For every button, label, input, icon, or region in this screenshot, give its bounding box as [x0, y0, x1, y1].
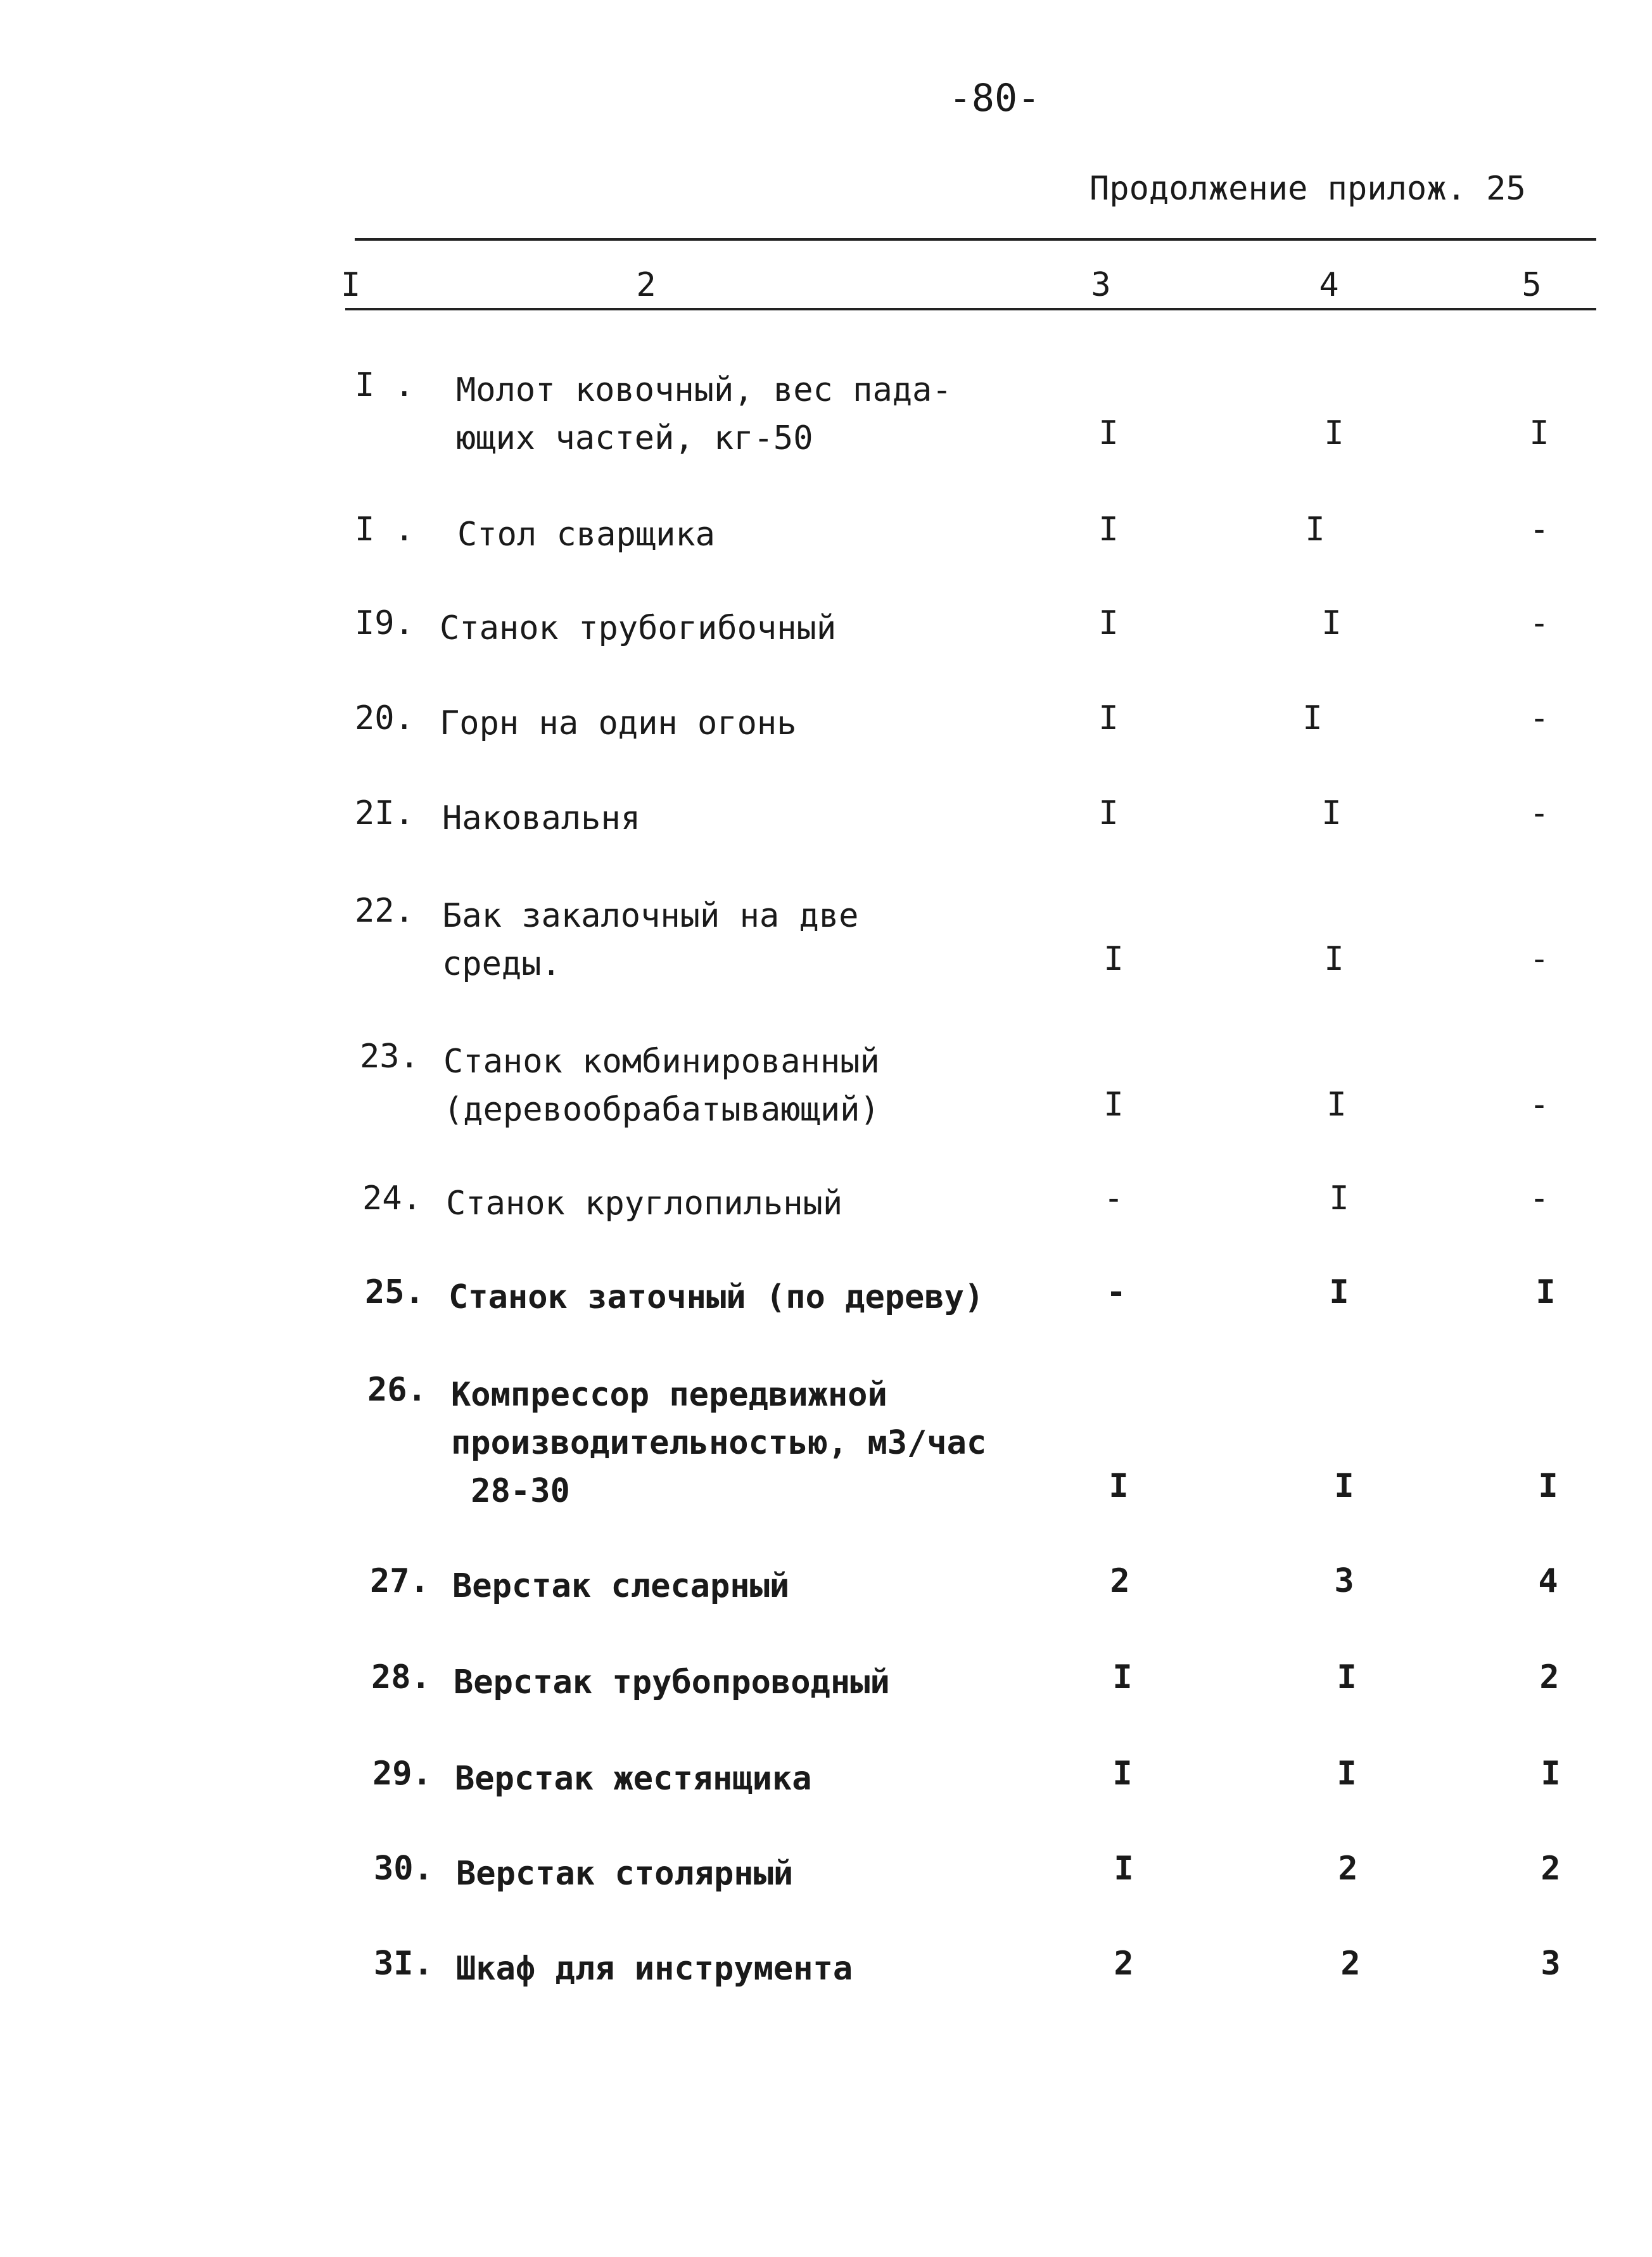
row-value-col3: I — [1098, 794, 1119, 832]
continuation-label: Продолжение прилож. 25 — [1090, 170, 1526, 208]
row-name: Горн на один огонь — [440, 704, 797, 742]
row-value-col5: 3 — [1541, 1945, 1561, 1983]
column-header-4: 4 — [1319, 266, 1339, 304]
row-value-col4: I — [1321, 794, 1342, 832]
row-value-col3: I — [1112, 1658, 1133, 1696]
row-value-col5: - — [1529, 604, 1549, 642]
row-value-col4: I — [1334, 1467, 1354, 1505]
row-value-col3: - — [1106, 1273, 1126, 1311]
row-name: Верстак слесарный — [452, 1567, 790, 1605]
row-value-col4: I — [1321, 604, 1342, 642]
row-name: Станок круглопильный — [446, 1185, 843, 1223]
row-number: 3I. — [374, 1945, 433, 1983]
row-value-col3: I — [1103, 940, 1124, 978]
row-value-col4: I — [1329, 1179, 1349, 1218]
row-name: Станок трубогибочный — [440, 609, 837, 647]
row-value-col3: I — [1114, 1850, 1134, 1888]
row-number: I9. — [355, 604, 414, 642]
row-value-col5: - — [1529, 511, 1549, 549]
row-value-col3: I — [1098, 414, 1119, 452]
row-number: 20. — [355, 699, 414, 737]
row-value-col5: I — [1541, 1755, 1561, 1793]
row-value-col5: - — [1529, 699, 1549, 737]
row-value-col5: I — [1529, 414, 1549, 452]
row-value-col4: 2 — [1338, 1850, 1358, 1888]
row-value-col3: 2 — [1114, 1945, 1134, 1983]
row-value-col4: I — [1326, 1086, 1347, 1124]
row-value-col3: I — [1109, 1467, 1129, 1505]
row-number: 2I. — [355, 794, 414, 832]
row-value-col4: I — [1302, 699, 1323, 737]
row-name: Шкаф для инструмента — [456, 1950, 853, 1988]
row-value-col4: I — [1324, 940, 1344, 978]
row-value-col3: I — [1098, 604, 1119, 642]
row-value-col3: I — [1103, 1086, 1124, 1124]
row-value-col4: 2 — [1340, 1945, 1361, 1983]
row-value-col5: - — [1529, 1086, 1549, 1124]
table-header-rule — [345, 308, 1596, 310]
row-value-col3: I — [1112, 1755, 1133, 1793]
row-value-col5: I — [1535, 1273, 1556, 1311]
row-value-col5: - — [1529, 940, 1549, 978]
row-name: Бак закалочный на две среды. — [442, 897, 859, 983]
page-number: -80- — [948, 76, 1041, 120]
row-name: Станок заточный (по дереву) — [448, 1278, 984, 1316]
row-value-col5: - — [1529, 1179, 1549, 1218]
row-name: Наковальня — [442, 799, 641, 837]
column-header-1: I — [341, 266, 361, 304]
row-value-col4: I — [1337, 1658, 1357, 1696]
row-value-col3: 2 — [1110, 1562, 1130, 1600]
row-value-col5: 2 — [1541, 1850, 1561, 1888]
row-name: Верстак трубопроводный — [454, 1663, 890, 1701]
row-number: 23. — [360, 1038, 419, 1076]
row-number: 27. — [370, 1562, 429, 1600]
row-value-col5: - — [1529, 794, 1549, 832]
row-value-col5: 4 — [1538, 1562, 1558, 1600]
row-number: I . — [355, 366, 414, 404]
row-number: 24. — [362, 1179, 422, 1218]
row-number: 22. — [355, 892, 414, 930]
row-number: 30. — [374, 1850, 433, 1888]
row-name: Станок комбинированный (деревообрабатывающий) — [443, 1043, 880, 1129]
row-value-col4: I — [1329, 1273, 1349, 1311]
row-value-col4: I — [1337, 1755, 1357, 1793]
row-number: I . — [355, 511, 414, 549]
row-value-col4: I — [1324, 414, 1344, 452]
row-number: 25. — [365, 1273, 424, 1311]
row-value-col5: I — [1538, 1467, 1558, 1505]
row-name: Стол сварщика — [457, 516, 715, 554]
row-value-col3: I — [1098, 699, 1119, 737]
row-value-col3: I — [1098, 511, 1119, 549]
row-value-col3: - — [1103, 1179, 1124, 1218]
row-name: Молот ковочный, вес пада- ющих частей, кг-50 — [456, 371, 952, 457]
row-name: Верстак столярный — [456, 1855, 794, 1893]
row-number: 26. — [367, 1371, 427, 1409]
row-name: Компрессор передвижной производительностью, м3/час 28-30 — [451, 1376, 987, 1510]
row-number: 28. — [371, 1658, 431, 1696]
row-value-col4: 3 — [1334, 1562, 1354, 1600]
row-name: Верстак жестянщика — [455, 1760, 812, 1798]
row-value-col5: 2 — [1539, 1658, 1560, 1696]
column-header-3: 3 — [1091, 266, 1111, 304]
table-top-rule — [355, 238, 1596, 241]
row-number: 29. — [372, 1755, 432, 1793]
column-header-2: 2 — [636, 266, 656, 304]
column-header-5: 5 — [1522, 266, 1542, 304]
row-value-col4: I — [1305, 511, 1325, 549]
